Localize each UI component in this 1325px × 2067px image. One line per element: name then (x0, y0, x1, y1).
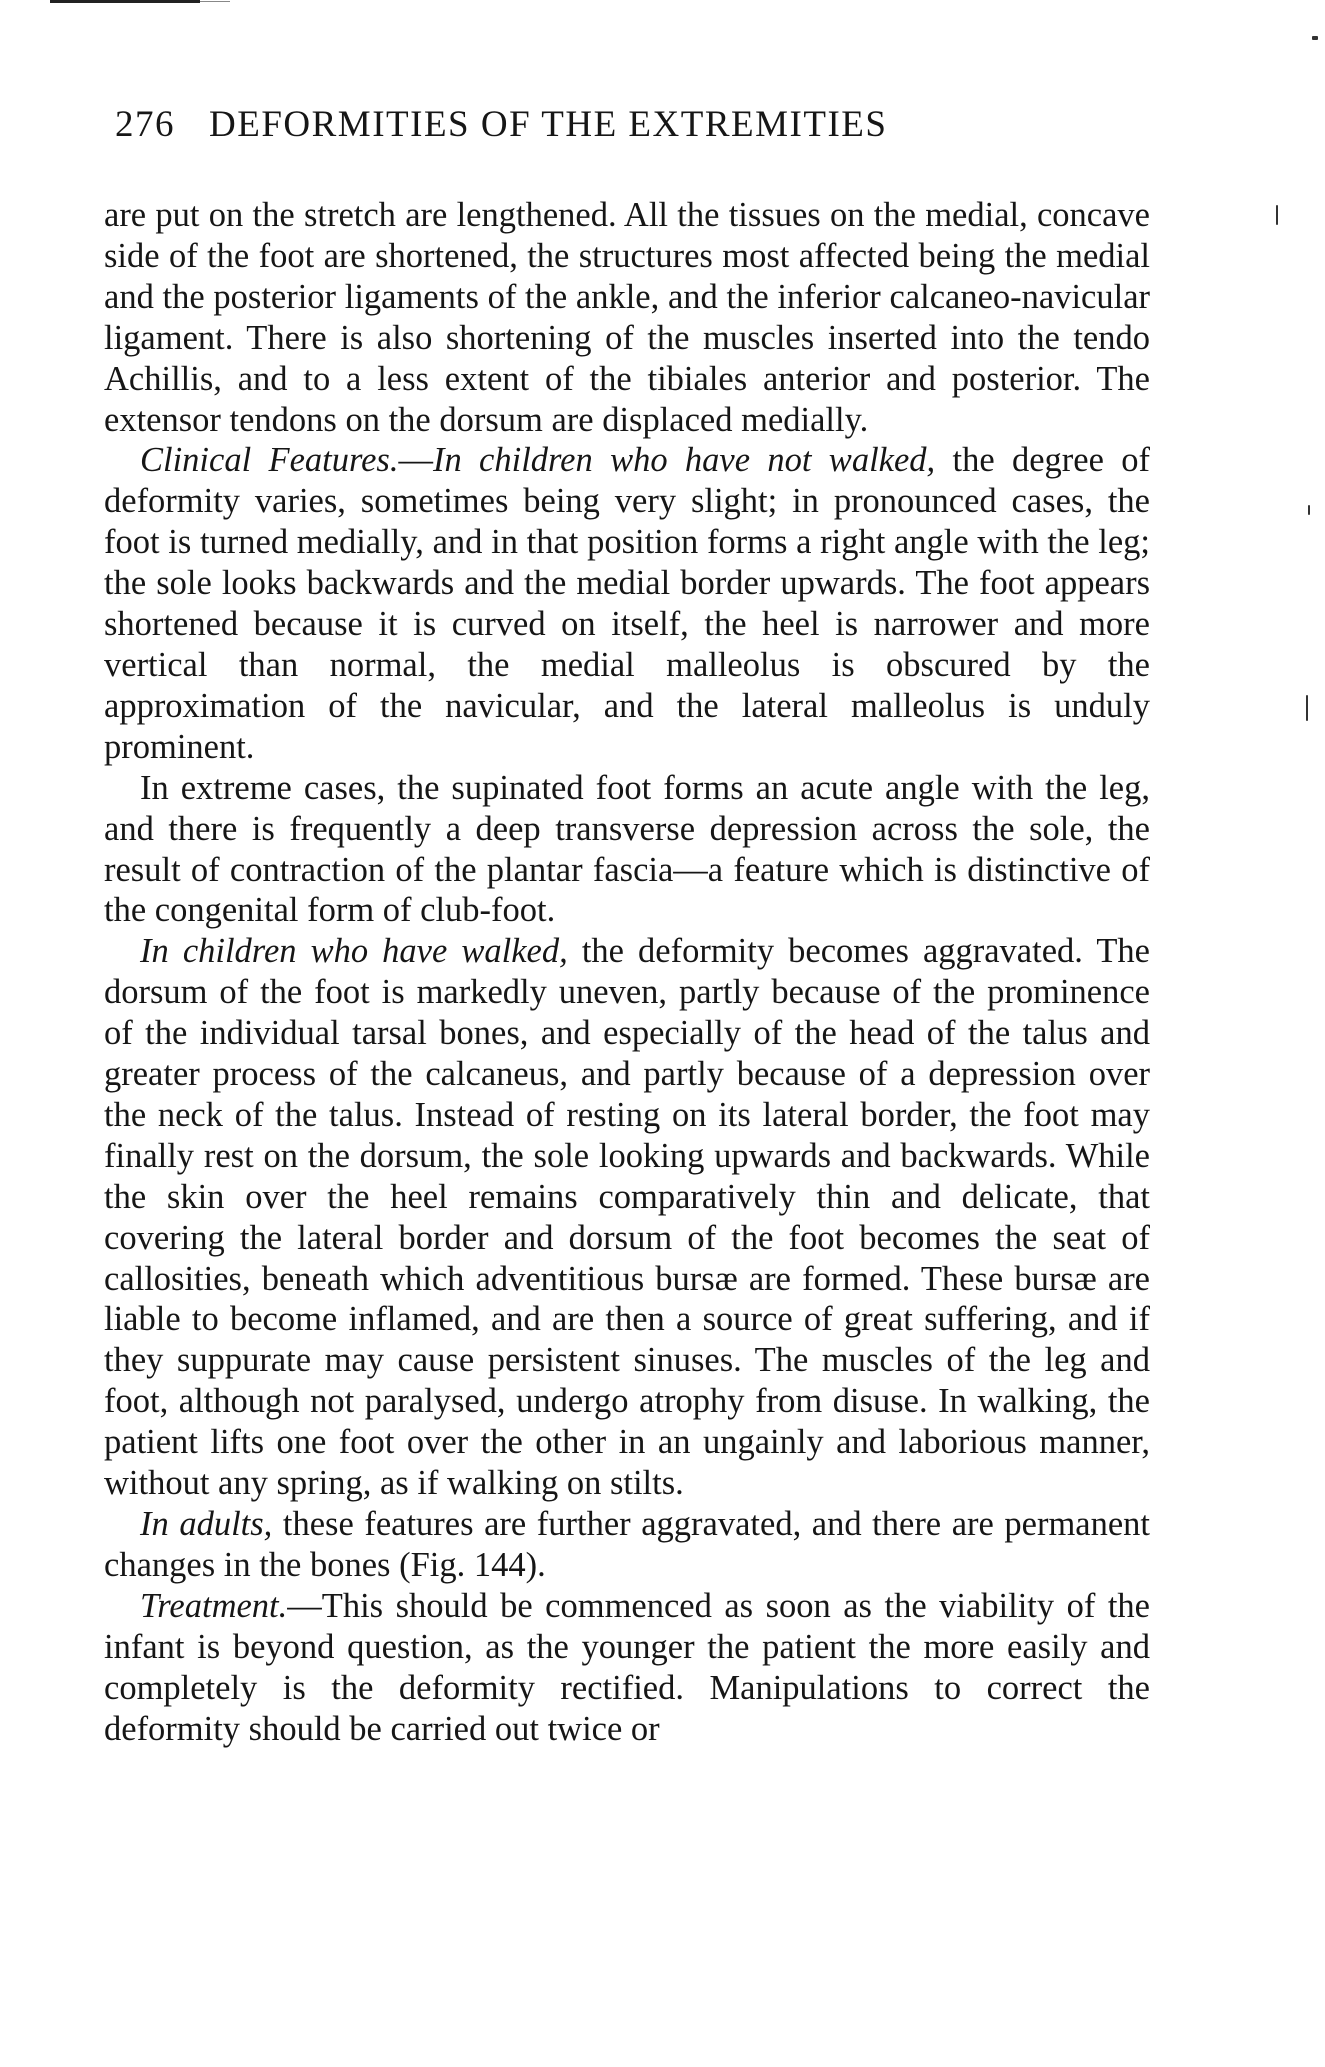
page-number: 276 (115, 104, 175, 145)
paragraph-text: the deformity becomes aggravated. The dorsum of the foot is markedly uneven, partly because of the prominence of the individual tarsal bones, and especially of the head of the talus and greater process of the calcaneus, and partly because of a depression over the neck of the talus. Instead of resting on its lateral border, the foot may finally rest on the dorsum, the sole looking upwards and backwards. While the skin over the heel remains comparatively thin and delicate, that covering the lateral border and dorsum of the foot becomes the seat of callosities, beneath which adventitious bursæ are formed. These bursæ are liable to become inflamed, and are then a source of great suffering, and if they suppurate may cause persistent sinuses. The muscles of the leg and foot, although not paralysed, undergo atrophy from disuse. In walking, the patient lifts one foot over the other in an ungainly and laborious manner, without any spring, as if walking on stilts. (104, 932, 1150, 1503)
right-edge-mark (1308, 505, 1310, 515)
paragraph-3 (104, 768, 1150, 932)
paragraph-text: are put on the stretch are lengthened. All the tissues on the medial, concave side of the foot are shortened, the structures most affected being the medial and the posterior ligaments of the ankle, and the inferior calcaneo-navicular ligament. There is also shortening of the muscles inserted into the tendo Achillis, and to a less extent of the tibiales anterior and posterior. The extensor tendons on the dorsum are displaced medially. (104, 196, 1150, 439)
running-header (115, 103, 1115, 153)
paragraph-2: Clinical Features.—In children who have not walked, the degree of deformity varies, sometimes being very slight; in pronounced cases, the foot is turned medially, and in that position forms a right angle with the leg; the sole looks backwards and the medial border upwards. The foot appears shortened because it is curved on itself, the heel is narrower and more vertical than normal, the medial malleolus is obscured by the approximation of the navicular, and the lateral malleolus is unduly prominent. (104, 441, 1150, 766)
section-heading-clinical-features: Clinical Features. (140, 441, 399, 480)
right-edge-mark (1312, 36, 1318, 40)
paragraph-text: the degree of deformity varies, sometimes being very slight; in pronounced cases, the foot is turned medially, and in that position forms a right angle with the leg; the sole looks backwards and the medial border upwards. The foot appears shortened because it is curved on itself, the heel is narrower and more vertical than normal, the medial malleolus is obscured by the approximation of the navicular, and the lateral malleolus is unduly prominent. (104, 441, 1150, 766)
right-edge-mark (1306, 695, 1308, 721)
paragraph-6: Treatment.—This should be commenced as soon as the viability of the infant is beyond question, as the younger the patient the more easily and completely is the deformity rectified. Manipulations to correct the deformity should be carried out twice or (104, 1586, 1150, 1748)
paragraph-text: these features are further aggravated, and there are permanent changes in the bones (Fig. 144). (104, 1505, 1150, 1584)
right-edge-mark (1276, 205, 1278, 225)
paragraph-text: In extreme cases, the supinated foot forms an acute angle with the leg, and there is frequently a deep transverse depression across the sole, the result of contraction of the plantar fascia—a feature which is distinctive of the congenital form of club-foot. (104, 768, 1150, 930)
paragraph-5 (104, 1504, 1150, 1586)
section-heading-treatment: Treatment. (140, 1586, 288, 1625)
subsection-lead: In children who have walked, (140, 932, 568, 971)
paragraph-4 (104, 931, 1150, 1504)
paragraph-1 (104, 195, 1150, 440)
paragraph-text: This should be commenced as soon as the viability of the infant is beyond question, as the younger the patient the more easily and completely is the deformity rectified. Manipulations to correct the deformity should be carried out twice or (104, 1586, 1150, 1748)
top-edge-rule-fade (200, 1, 230, 2)
body-text (104, 195, 1150, 1749)
subsection-lead: In children who have not walked, (432, 441, 936, 480)
subsection-lead: In adults, (140, 1505, 273, 1543)
top-edge-rule (50, 0, 200, 3)
running-title: DEFORMITIES OF THE EXTREMITIES (209, 104, 888, 145)
